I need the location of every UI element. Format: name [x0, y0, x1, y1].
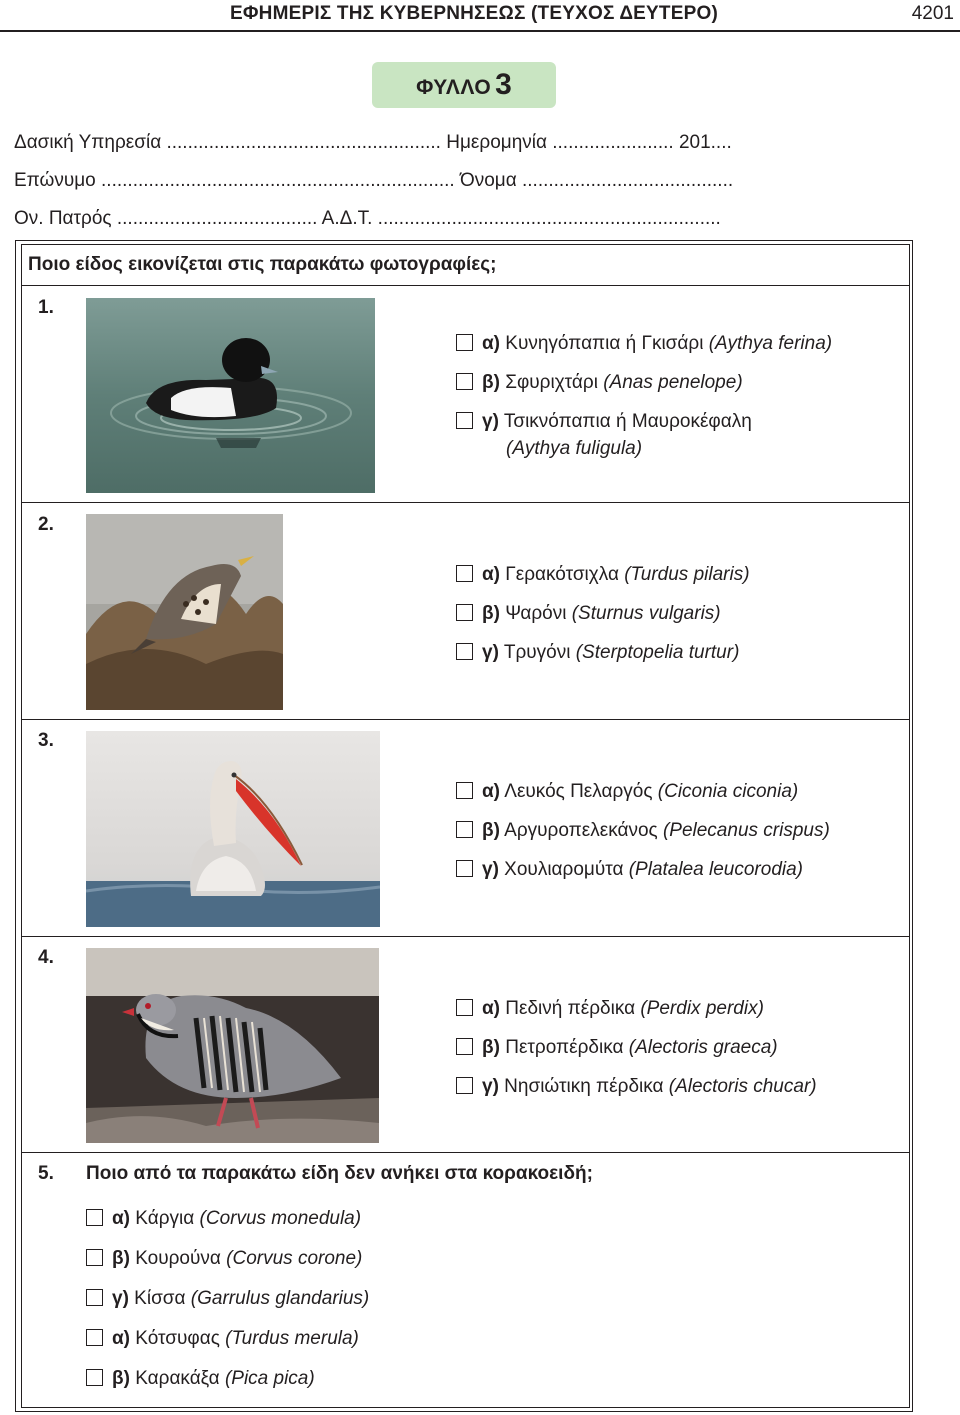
sheet-number: 3: [495, 68, 512, 101]
sheet-badge: [372, 62, 556, 108]
checkbox[interactable]: [456, 565, 473, 582]
q1-option-c[interactable]: γ) Τσικνόπαπια ή Μαυροκέφαλη: [456, 411, 752, 433]
checkbox[interactable]: [456, 1038, 473, 1055]
sheet-word: ΦΥΛΛΟ: [416, 76, 492, 99]
question-number: 2.: [38, 514, 54, 535]
checkbox[interactable]: [456, 860, 473, 877]
row-divider: [21, 1152, 910, 1153]
checkbox[interactable]: [86, 1249, 103, 1266]
gazette-header: [0, 0, 960, 32]
checkbox[interactable]: [456, 782, 473, 799]
q3-option-c[interactable]: γ) Χουλιαρομύτα (Platalea leucorodia): [456, 859, 803, 881]
page-number: 4201: [911, 3, 954, 24]
q3-option-a[interactable]: α) Λευκός Πελαργός (Ciconia ciconia): [456, 781, 798, 803]
checkbox[interactable]: [86, 1289, 103, 1306]
partridge-photo: [86, 948, 379, 1143]
q5-option-5[interactable]: β) Καρακάξα (Pica pica): [86, 1368, 315, 1390]
q5-option-1[interactable]: α) Κάργια (Corvus monedula): [86, 1208, 361, 1230]
row-divider: [21, 936, 910, 937]
q3-option-b[interactable]: β) Αργυροπελεκάνος (Pelecanus crispus): [456, 820, 830, 842]
question-number: 4.: [38, 947, 54, 968]
q1-option-c-latin: (Aythya fuligula): [506, 438, 643, 459]
checkbox[interactable]: [456, 412, 473, 429]
row-divider: [21, 502, 910, 503]
question-number: 5.: [38, 1163, 54, 1184]
q5-option-2[interactable]: β) Κουρούνα (Corvus corone): [86, 1248, 362, 1270]
form-line-father-id[interactable]: Ον. Πατρός ...................................... Α.Δ.Τ. .................................................................: [14, 208, 721, 229]
q1-option-b[interactable]: β) Σφυριχτάρι (Anas penelope): [456, 372, 743, 394]
checkbox[interactable]: [456, 334, 473, 351]
q4-option-c[interactable]: γ) Νησιώτικη πέρδικα (Alectoris chucar): [456, 1076, 817, 1098]
q4-option-b[interactable]: β) Πετροπέρδικα (Alectoris graeca): [456, 1037, 778, 1059]
checkbox[interactable]: [456, 821, 473, 838]
q5-title: Ποιο από τα παρακάτω είδη δεν ανήκει στα κορακοειδή;: [86, 1163, 593, 1184]
checkbox[interactable]: [456, 604, 473, 621]
form-line-service-date[interactable]: Δασική Υπηρεσία .................................................... Ημερομηνία ....................... 201....: [14, 132, 732, 153]
row-divider: [21, 719, 910, 720]
thrush-photo: [86, 514, 283, 710]
question-number: 3.: [38, 730, 54, 751]
q5-option-3[interactable]: γ) Κίσσα (Garrulus glandarius): [86, 1288, 369, 1310]
checkbox[interactable]: [456, 373, 473, 390]
q4-option-a[interactable]: α) Πεδινή πέρδικα (Perdix perdix): [456, 998, 764, 1020]
question-header: Ποιο είδος εικονίζεται στις παρακάτω φωτογραφίες;: [28, 254, 497, 275]
row-divider: [21, 285, 910, 286]
q5-option-4[interactable]: α) Κότσυφας (Turdus merula): [86, 1328, 359, 1350]
q1-option-a[interactable]: α) Κυνηγόπαπια ή Γκισάρι (Aythya ferina): [456, 333, 832, 355]
gazette-title: ΕΦΗΜΕΡΙΣ ΤΗΣ ΚΥΒΕΡΝΗΣΕΩΣ (ΤΕΥΧΟΣ ΔΕΥΤΕΡΟ): [230, 3, 718, 24]
duck-photo: [86, 298, 375, 493]
checkbox[interactable]: [456, 1077, 473, 1094]
pelican-photo: [86, 731, 380, 927]
checkbox[interactable]: [456, 999, 473, 1016]
checkbox[interactable]: [86, 1209, 103, 1226]
checkbox[interactable]: [456, 643, 473, 660]
checkbox[interactable]: [86, 1369, 103, 1386]
q2-option-b[interactable]: β) Ψαρόνι (Sturnus vulgaris): [456, 603, 721, 625]
form-line-surname-name[interactable]: Επώνυμο ................................................................... Όνομα ........................................: [14, 170, 734, 191]
q2-option-a[interactable]: α) Γερακότσιχλα (Turdus pilaris): [456, 564, 750, 586]
checkbox[interactable]: [86, 1329, 103, 1346]
q2-option-c[interactable]: γ) Τρυγόνι (Sterptopelia turtur): [456, 642, 739, 664]
question-number: 1.: [38, 297, 54, 318]
